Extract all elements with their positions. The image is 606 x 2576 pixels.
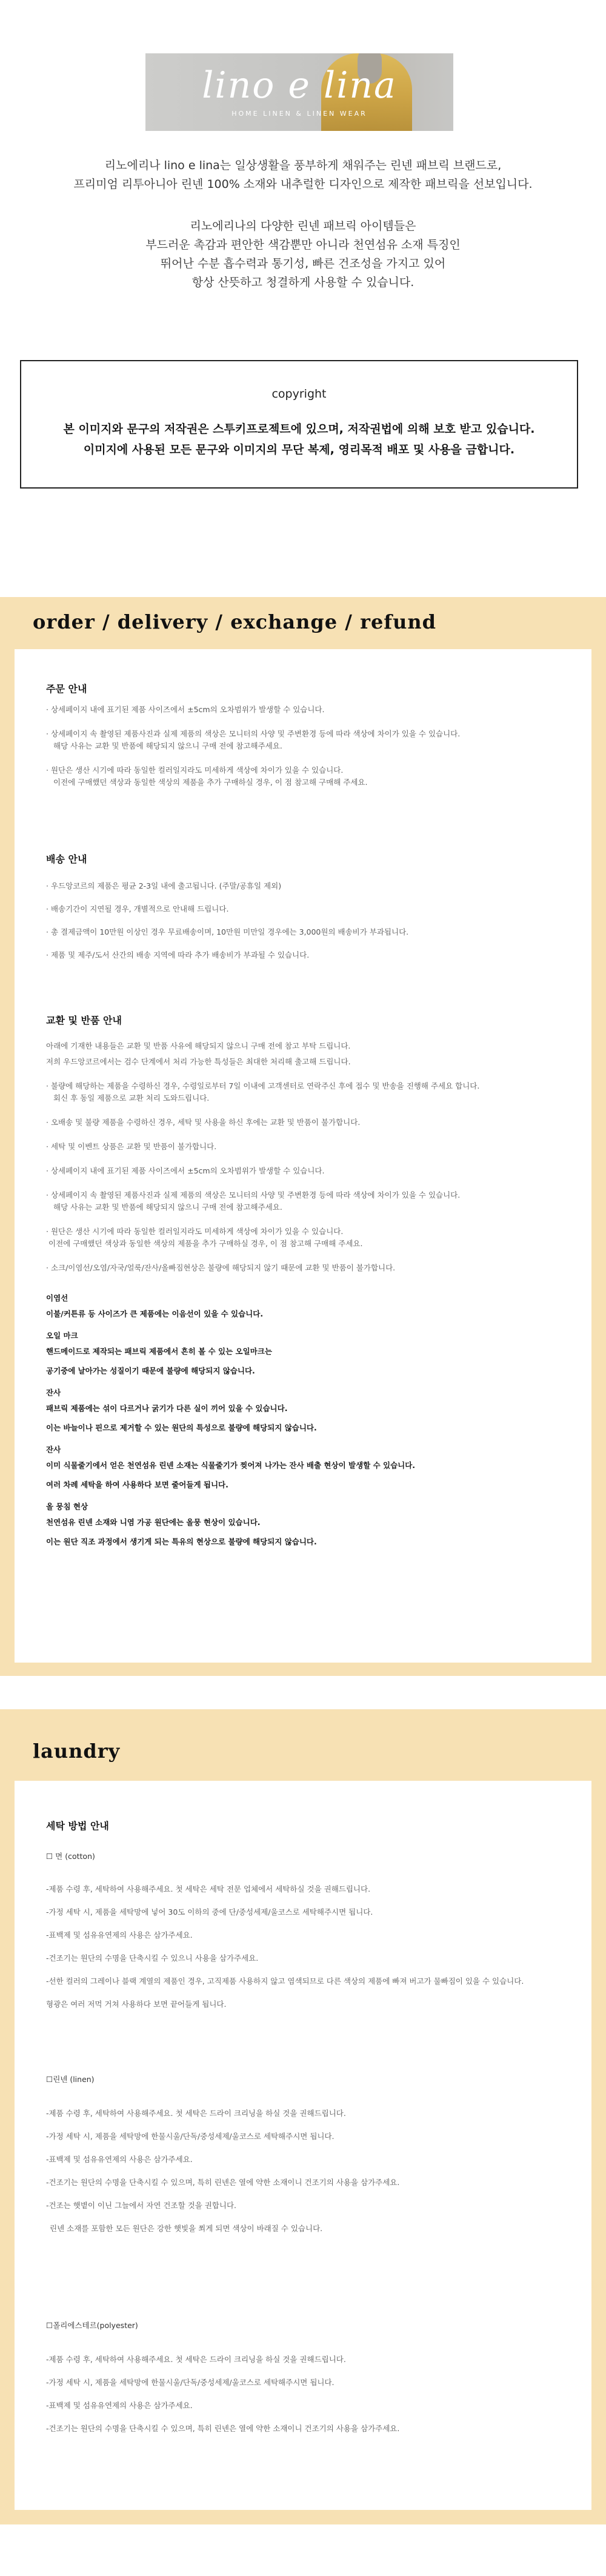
intro-line: 프리미엄 리투아니아 린넨 100% 소재와 내추럴한 디자인으로 제작한 패브릭을 선보입니다. — [73, 178, 533, 191]
exchange-info-line: 이전에 구매했던 색상과 동일한 색상의 제품을 추가 구매하실 경우, 이 점 참고해 구매해 주세요. — [48, 1239, 363, 1248]
linen-line: -건조기는 원단의 수명을 단축시킬 수 있으며, 특히 린넨은 열에 약한 소재이니 건조기의 사용을 삼가주세요. — [46, 2178, 400, 2187]
cotton-line: -가정 세탁 시, 제품을 세탁망에 넣어 30도 이하의 중에 단/중성세제/울코스로 세탁해주시면 됩니다. — [46, 1907, 373, 1917]
exchange-info-line: 아래에 기재한 내용들은 교환 및 반품 사유에 해당되지 않으니 구매 전에 참고 부탁 드립니다. — [46, 1041, 351, 1050]
order-info-line: · 상세페이지 속 촬영된 제품사진과 실제 제품의 색상은 모니터의 사양 및 주변환경 등에 따라 색상에 차이가 있을 수 있습니다. — [46, 729, 461, 738]
laundry-heading: laundry — [33, 1740, 121, 1763]
exchange-info-line: · 불량에 해당하는 제품을 수령하신 경우, 수령일로부터 7일 이내에 고객센터로 연락주신 후에 접수 및 반송을 진행해 주세요 합니다. — [46, 1081, 480, 1090]
defect-desc: 공기중에 날아가는 성질이기 때문에 불량에 해당되지 않습니다. — [46, 1366, 255, 1375]
exchange-info-line: · 원단은 생산 시기에 따라 동일한 컬러일지라도 미세하게 색상에 차이가 있을 수 있습니다. — [46, 1227, 344, 1236]
intro-paragraph-2 — [0, 217, 606, 292]
defect-item — [46, 1292, 573, 1320]
exchange-info-line: · 세탁 및 이벤트 상품은 교환 및 반품이 불가합니다. — [46, 1142, 217, 1151]
linen-line: -제품 수령 후, 세탁하여 사용해주세요. 첫 세탁은 드라이 크리닝을 하실 것을 권해드립니다. — [46, 2109, 346, 2118]
copyright-line: 본 이미지와 문구의 저작권은 스투키프로젝트에 있으며, 저작권법에 의해 보호 받고 있습니다. — [63, 422, 535, 436]
order-info-line: 이전에 구매했던 색상과 동일한 색상의 제품을 추가 구매하실 경우, 이 점 참고해 구매해 주세요. — [53, 778, 368, 787]
defect-desc: 패브릭 제품에는 섞이 다르거나 굵기가 다른 실이 끼어 있을 수 있습니다. — [46, 1404, 288, 1413]
order-info-title: 주문 안내 — [46, 683, 87, 695]
laundry-section — [0, 1709, 606, 2524]
laundry-linen-block — [46, 2074, 573, 2235]
laundry-content — [46, 1818, 573, 2435]
exchange-info-title: 교환 및 반품 안내 — [46, 1015, 122, 1026]
order-info-line: · 상세페이지 내에 표기된 제품 사이즈에서 ±5cm의 오차범위가 발생할 수 있습니다. — [46, 705, 325, 714]
delivery-info-line: · 배송기간이 지연될 경우, 개별적으로 안내해 드립니다. — [46, 904, 229, 913]
cotton-line: 형광은 여러 저먹 거쳐 사용하다 보면 끝어들게 됩니다. — [46, 2000, 227, 2009]
defect-desc: 이불/커튼류 등 사이즈가 큰 제품에는 이음선이 있을 수 있습니다. — [46, 1309, 264, 1318]
defect-item — [46, 1501, 573, 1548]
defect-desc: 여러 차례 세탁을 하여 사용하다 보면 줄어들게 됩니다. — [46, 1480, 228, 1489]
defect-desc: 이는 바늘이나 핀으로 제거할 수 있는 원단의 특성으로 불량에 해당되지 않습니다. — [46, 1423, 317, 1432]
order-info-line: · 원단은 생산 시기에 따라 동일한 컬러일지라도 미세하게 색상에 차이가 있을 수 있습니다. — [46, 766, 344, 775]
intro-line: 뛰어난 수분 흡수력과 통기성, 빠른 건조성을 가지고 있어 — [160, 257, 446, 270]
delivery-info-title: 배송 안내 — [46, 853, 87, 865]
brand-tagline: HOME LINEN & LINEN WEAR — [231, 110, 367, 118]
exchange-info-line: · 상세페이지 속 촬영된 제품사진과 실제 제품의 색상은 모니터의 사양 및 주변환경 등에 따라 색상에 차이가 있을 수 있습니다. — [46, 1190, 461, 1200]
order-info-line: 해당 사유는 교환 및 반품에 해당되지 않으니 구매 전에 참고해주세요. — [53, 741, 282, 750]
polyester-line: -제품 수령 후, 세탁하여 사용해주세요. 첫 세탁은 드라이 크리닝을 하실 것을 권해드립니다. — [46, 2355, 346, 2364]
defect-term: 오일 마크 — [46, 1331, 78, 1340]
defect-term: 잔사 — [46, 1388, 61, 1397]
intro-line: 리노에리나 lino e lina는 일상생활을 풍부하게 채워주는 린넨 패브릭 브랜드로, — [104, 159, 502, 172]
cotton-line: -표백제 및 섬유유연제의 사용은 삼가주세요. — [46, 1930, 193, 1940]
delivery-info-line: · 우드앙코르의 제품은 평균 2-3일 내에 출고됩니다. (주말/공휴일 제외) — [46, 881, 282, 890]
defect-item — [46, 1330, 573, 1377]
polyester-line: -건조기는 원단의 수명을 단축시킬 수 있으며, 특히 린넨은 열에 약한 소재이니 건조기의 사용을 삼가주세요. — [46, 2424, 400, 2433]
intro-line: 항상 산뜻하고 청결하게 사용할 수 있습니다. — [191, 276, 415, 289]
cotton-line: -제품 수령 후, 세탁하여 사용해주세요. 첫 세탁은 세탁 전문 업체에서 세탁하실 것을 권해드립니다. — [46, 1884, 371, 1894]
laundry-card — [15, 1781, 591, 2510]
brand-banner — [145, 53, 453, 131]
exchange-info-line: · 오배송 및 불량 제품을 수령하신 경우, 세탁 및 사용을 하신 후에는 교환 및 반품이 불가합니다. — [46, 1118, 361, 1127]
laundry-polyester-block — [46, 2320, 573, 2435]
linen-line: -표백제 및 섬유유연제의 사용은 삼가주세요. — [46, 2155, 193, 2164]
order-policy-section — [0, 597, 606, 1676]
exchange-info-line: · 소크/이염선/오염/자국/얼룩/잔사/올빠짐현상은 불량에 해당되지 않기 때문에 교환 및 반품이 불가합니다. — [46, 1263, 396, 1272]
cotton-line: -선한 컬러의 그레이나 블랙 계열의 제품인 경우, 고직제품 사용하지 않고 염색되므로 다른 색상의 제품에 빠져 버고가 물빠짐이 있을 수 있습니다. — [46, 1977, 524, 1986]
exchange-info-block — [46, 1013, 573, 1548]
defect-desc: 이미 식물줄기에서 얻은 천연섬유 린넨 소재는 식물줄기가 찢어져 나가는 잔사 배출 현상이 발생할 수 있습니다. — [46, 1461, 416, 1470]
defect-item — [46, 1444, 573, 1491]
laundry-title: 세탁 방법 안내 — [46, 1820, 109, 1832]
exchange-info-line: 저희 우드앙코르에서는 검수 단계에서 처리 가능한 특성들은 최대한 처리해 출고해 드립니다. — [46, 1057, 351, 1066]
brand-logo: lino e lina — [202, 64, 397, 107]
copyright-line: 이미지에 사용된 모든 문구와 이미지의 무단 복제, 영리목적 배포 및 사용을 금합니다. — [83, 443, 515, 456]
intro-paragraph-1 — [0, 156, 606, 194]
defect-desc: 천연섬유 린넨 소재와 니염 가공 원단에는 올뭉 현상이 있습니다. — [46, 1518, 261, 1527]
exchange-info-line: · 상세페이지 내에 표기된 제품 사이즈에서 ±5cm의 오차범위가 발생할 수 있습니다. — [46, 1166, 325, 1175]
copyright-title: copyright — [271, 387, 327, 401]
linen-line: -가정 세탁 시, 제품을 세탁망에 한물시울/단독/중성세제/울코스로 세탁해주시면 됩니다. — [46, 2132, 335, 2141]
defect-term: 올 뭉침 현상 — [46, 1502, 88, 1511]
intro-line: 부드러운 촉감과 편안한 색감뿐만 아니라 천연섬유 소재 특징인 — [145, 238, 461, 252]
defect-term: 이염선 — [46, 1293, 68, 1303]
delivery-info-block — [46, 852, 573, 961]
linen-line: -건조는 햇볕이 이닌 그늘에서 자연 건조할 것을 권합니다. — [46, 2201, 237, 2210]
polyester-line: -표백제 및 섬유유연제의 사용은 삼가주세요. — [46, 2401, 193, 2410]
delivery-info-line: · 제품 및 제주/도서 산간의 배송 지역에 따라 추가 배송비가 부과될 수 있습니다. — [46, 950, 310, 959]
defect-term: 잔사 — [46, 1445, 61, 1454]
defect-list — [46, 1292, 573, 1548]
exchange-info-line: 회신 후 동일 제품으로 교환 처리 도와드립니다. — [53, 1093, 210, 1103]
defect-desc: 이는 원단 직조 과정에서 생기게 되는 특유의 현상으로 불량에 해당되지 않습니다. — [46, 1537, 317, 1546]
intro-line: 리노에리나의 다양한 린넨 패브릭 아이템들은 — [190, 219, 416, 233]
delivery-info-line: · 총 결제금액이 10만원 이상인 경우 무료배송이며, 10만원 미만일 경우에는 3,000원의 배송비가 부과됩니다. — [46, 927, 409, 936]
order-info-block — [46, 681, 573, 789]
polyester-label: ☐폴리에스테르(polyester) — [46, 2321, 138, 2330]
polyester-line: -가정 세탁 시, 제품을 세탁망에 한물시울/단독/중성세제/울코스로 세탁해주시면 됩니다. — [46, 2378, 335, 2387]
defect-desc: 핸드메이드로 제작되는 패브릭 제품에서 흔히 볼 수 있는 오일마크는 — [46, 1347, 272, 1356]
exchange-info-line: 해당 사유는 교환 및 반품에 해당되지 않으니 구매 전에 참고해주세요. — [53, 1203, 282, 1212]
linen-label: ☐린넨 (linen) — [46, 2075, 95, 2084]
linen-line: 린넨 소재를 포함한 모든 원단은 강한 햇빛을 쬐게 되면 색상이 바래질 수 있습니다. — [50, 2224, 323, 2233]
order-policy-heading: order / delivery / exchange / refund — [33, 610, 436, 633]
defect-item — [46, 1387, 573, 1434]
copyright-body — [21, 419, 577, 460]
cotton-line: -건조기는 원단의 수명을 단축시킬 수 있으니 사용을 삼가주세요. — [46, 1954, 259, 1963]
laundry-cotton-block — [46, 1850, 573, 2010]
copyright-box — [20, 360, 578, 489]
order-policy-card — [15, 649, 591, 1663]
cotton-label: ☐ 면 (cotton) — [46, 1852, 95, 1861]
